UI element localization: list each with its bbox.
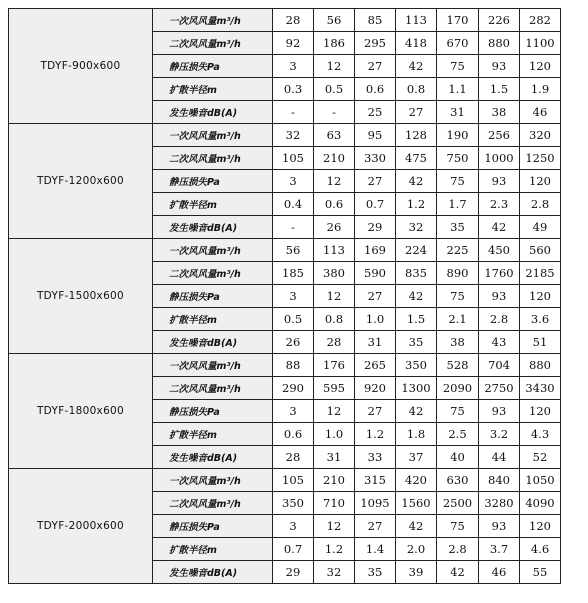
value-cell: 210	[314, 147, 355, 170]
value-cell: 26	[314, 216, 355, 239]
value-cell: -	[273, 101, 314, 124]
value-cell: 113	[396, 9, 437, 32]
value-cell: 51	[520, 331, 561, 354]
value-cell: 1.8	[396, 423, 437, 446]
value-cell: 590	[355, 262, 396, 285]
value-cell: 1.2	[396, 193, 437, 216]
value-cell: 2090	[437, 377, 479, 400]
parameter-label-cell: 一次风风量m³/h	[153, 9, 273, 32]
value-cell: 0.8	[314, 308, 355, 331]
value-cell: 0.7	[273, 538, 314, 561]
value-cell: 40	[437, 446, 479, 469]
value-cell: 39	[396, 561, 437, 584]
value-cell: 0.6	[273, 423, 314, 446]
value-cell: 1000	[479, 147, 520, 170]
value-cell: 595	[314, 377, 355, 400]
value-cell: 3	[273, 285, 314, 308]
value-cell: 43	[479, 331, 520, 354]
value-cell: 190	[437, 124, 479, 147]
value-cell: 330	[355, 147, 396, 170]
value-cell: 28	[273, 446, 314, 469]
value-cell: 120	[520, 285, 561, 308]
parameter-label-cell: 扩散半径m	[153, 308, 273, 331]
value-cell: 32	[273, 124, 314, 147]
value-cell: 120	[520, 400, 561, 423]
value-cell: 1.2	[355, 423, 396, 446]
value-cell: 0.6	[314, 193, 355, 216]
parameter-label-cell: 扩散半径m	[153, 193, 273, 216]
value-cell: 12	[314, 55, 355, 78]
value-cell: 420	[396, 469, 437, 492]
value-cell: 630	[437, 469, 479, 492]
value-cell: 49	[520, 216, 561, 239]
value-cell: -	[314, 101, 355, 124]
value-cell: 3	[273, 170, 314, 193]
value-cell: 46	[479, 561, 520, 584]
parameter-label-cell: 二次风风量m³/h	[153, 32, 273, 55]
spec-table	[8, 8, 561, 584]
value-cell: 3.7	[479, 538, 520, 561]
parameter-label-cell: 一次风风量m³/h	[153, 124, 273, 147]
value-cell: 113	[314, 239, 355, 262]
value-cell: 38	[437, 331, 479, 354]
value-cell: 27	[355, 170, 396, 193]
value-cell: 32	[396, 216, 437, 239]
value-cell: 29	[273, 561, 314, 584]
value-cell: 560	[520, 239, 561, 262]
value-cell: 105	[273, 469, 314, 492]
value-cell: 1560	[396, 492, 437, 515]
value-cell: 35	[396, 331, 437, 354]
value-cell: 0.7	[355, 193, 396, 216]
value-cell: 26	[273, 331, 314, 354]
value-cell: 35	[355, 561, 396, 584]
value-cell: 169	[355, 239, 396, 262]
value-cell: 1.5	[396, 308, 437, 331]
value-cell: 55	[520, 561, 561, 584]
spec-table-body	[9, 9, 561, 584]
value-cell: 1.7	[437, 193, 479, 216]
value-cell: 2500	[437, 492, 479, 515]
value-cell: 44	[479, 446, 520, 469]
value-cell: 4.6	[520, 538, 561, 561]
value-cell: 1.5	[479, 78, 520, 101]
value-cell: 75	[437, 55, 479, 78]
parameter-label-cell: 发生噪音dB(A)	[153, 216, 273, 239]
value-cell: 210	[314, 469, 355, 492]
value-cell: 27	[355, 515, 396, 538]
value-cell: 12	[314, 515, 355, 538]
value-cell: 29	[355, 216, 396, 239]
value-cell: 42	[396, 515, 437, 538]
value-cell: 42	[396, 55, 437, 78]
value-cell: 42	[396, 170, 437, 193]
value-cell: 27	[355, 285, 396, 308]
value-cell: 880	[479, 32, 520, 55]
value-cell: 835	[396, 262, 437, 285]
value-cell: 1.2	[314, 538, 355, 561]
value-cell: 63	[314, 124, 355, 147]
parameter-label-cell: 静压损失Pa	[153, 400, 273, 423]
value-cell: 42	[396, 285, 437, 308]
value-cell: 3	[273, 55, 314, 78]
value-cell: 128	[396, 124, 437, 147]
value-cell: 920	[355, 377, 396, 400]
value-cell: 105	[273, 147, 314, 170]
value-cell: 2750	[479, 377, 520, 400]
value-cell: 265	[355, 354, 396, 377]
value-cell: 3.2	[479, 423, 520, 446]
value-cell: 704	[479, 354, 520, 377]
value-cell: 750	[437, 147, 479, 170]
value-cell: 3280	[479, 492, 520, 515]
value-cell: 225	[437, 239, 479, 262]
value-cell: 670	[437, 32, 479, 55]
value-cell: 75	[437, 170, 479, 193]
value-cell: 85	[355, 9, 396, 32]
value-cell: 3	[273, 400, 314, 423]
value-cell: 93	[479, 55, 520, 78]
parameter-label-cell: 静压损失Pa	[153, 55, 273, 78]
value-cell: 27	[355, 400, 396, 423]
value-cell: 75	[437, 400, 479, 423]
value-cell: 320	[520, 124, 561, 147]
value-cell: 290	[273, 377, 314, 400]
value-cell: 224	[396, 239, 437, 262]
value-cell: 710	[314, 492, 355, 515]
value-cell: 88	[273, 354, 314, 377]
value-cell: 0.3	[273, 78, 314, 101]
value-cell: 890	[437, 262, 479, 285]
value-cell: 4.3	[520, 423, 561, 446]
value-cell: 1095	[355, 492, 396, 515]
model-name-cell: TDYF-2000x600	[9, 469, 153, 584]
model-name-cell: TDYF-1500x600	[9, 239, 153, 354]
value-cell: 0.5	[273, 308, 314, 331]
value-cell: 3.6	[520, 308, 561, 331]
parameter-label-cell: 扩散半径m	[153, 423, 273, 446]
value-cell: 42	[479, 216, 520, 239]
parameter-label-cell: 一次风风量m³/h	[153, 239, 273, 262]
model-name-cell: TDYF-1200x600	[9, 124, 153, 239]
value-cell: 42	[437, 561, 479, 584]
value-cell: 185	[273, 262, 314, 285]
model-name-cell: TDYF-900x600	[9, 9, 153, 124]
value-cell: 2.5	[437, 423, 479, 446]
value-cell: 0.6	[355, 78, 396, 101]
value-cell: 2.8	[437, 538, 479, 561]
parameter-label-cell: 扩散半径m	[153, 78, 273, 101]
value-cell: 35	[437, 216, 479, 239]
value-cell: 186	[314, 32, 355, 55]
value-cell: 1.9	[520, 78, 561, 101]
value-cell: 282	[520, 9, 561, 32]
value-cell: 2.1	[437, 308, 479, 331]
parameter-label-cell: 发生噪音dB(A)	[153, 561, 273, 584]
table-row	[9, 124, 561, 147]
value-cell: 295	[355, 32, 396, 55]
value-cell: 120	[520, 515, 561, 538]
parameter-label-cell: 二次风风量m³/h	[153, 492, 273, 515]
parameter-label-cell: 静压损失Pa	[153, 515, 273, 538]
value-cell: 56	[314, 9, 355, 32]
value-cell: 350	[273, 492, 314, 515]
value-cell: 1.0	[355, 308, 396, 331]
value-cell: 46	[520, 101, 561, 124]
parameter-label-cell: 二次风风量m³/h	[153, 262, 273, 285]
value-cell: 28	[314, 331, 355, 354]
table-row	[9, 354, 561, 377]
parameter-label-cell: 静压损失Pa	[153, 285, 273, 308]
value-cell: 256	[479, 124, 520, 147]
value-cell: 120	[520, 170, 561, 193]
value-cell: 226	[479, 9, 520, 32]
value-cell: 418	[396, 32, 437, 55]
value-cell: 0.5	[314, 78, 355, 101]
value-cell: 1050	[520, 469, 561, 492]
value-cell: 28	[273, 9, 314, 32]
value-cell: 1100	[520, 32, 561, 55]
parameter-label-cell: 发生噪音dB(A)	[153, 101, 273, 124]
parameter-label-cell: 扩散半径m	[153, 538, 273, 561]
value-cell: 27	[396, 101, 437, 124]
model-name-cell: TDYF-1800x600	[9, 354, 153, 469]
table-row	[9, 9, 561, 32]
parameter-label-cell: 静压损失Pa	[153, 170, 273, 193]
value-cell: 93	[479, 400, 520, 423]
value-cell: 1.4	[355, 538, 396, 561]
value-cell: 1760	[479, 262, 520, 285]
value-cell: 4090	[520, 492, 561, 515]
value-cell: 75	[437, 285, 479, 308]
value-cell: 1.0	[314, 423, 355, 446]
value-cell: 1300	[396, 377, 437, 400]
value-cell: 93	[479, 285, 520, 308]
value-cell: 12	[314, 170, 355, 193]
value-cell: 25	[355, 101, 396, 124]
value-cell: 3	[273, 515, 314, 538]
value-cell: 12	[314, 400, 355, 423]
value-cell: 93	[479, 170, 520, 193]
value-cell: 2.8	[479, 308, 520, 331]
value-cell: 475	[396, 147, 437, 170]
value-cell: 95	[355, 124, 396, 147]
value-cell: 2185	[520, 262, 561, 285]
value-cell: 176	[314, 354, 355, 377]
parameter-label-cell: 一次风风量m³/h	[153, 469, 273, 492]
value-cell: 120	[520, 55, 561, 78]
table-row	[9, 239, 561, 262]
parameter-label-cell: 一次风风量m³/h	[153, 354, 273, 377]
value-cell: 2.8	[520, 193, 561, 216]
value-cell: 75	[437, 515, 479, 538]
value-cell: 170	[437, 9, 479, 32]
value-cell: 93	[479, 515, 520, 538]
value-cell: 27	[355, 55, 396, 78]
value-cell: 350	[396, 354, 437, 377]
value-cell: 31	[314, 446, 355, 469]
value-cell: 32	[314, 561, 355, 584]
value-cell: 92	[273, 32, 314, 55]
value-cell: 1.1	[437, 78, 479, 101]
value-cell: 37	[396, 446, 437, 469]
value-cell: 38	[479, 101, 520, 124]
parameter-label-cell: 发生噪音dB(A)	[153, 331, 273, 354]
value-cell: 31	[355, 331, 396, 354]
parameter-label-cell: 二次风风量m³/h	[153, 147, 273, 170]
value-cell: 3430	[520, 377, 561, 400]
parameter-label-cell: 二次风风量m³/h	[153, 377, 273, 400]
value-cell: 1250	[520, 147, 561, 170]
value-cell: -	[273, 216, 314, 239]
value-cell: 315	[355, 469, 396, 492]
value-cell: 880	[520, 354, 561, 377]
table-row	[9, 469, 561, 492]
value-cell: 42	[396, 400, 437, 423]
value-cell: 528	[437, 354, 479, 377]
parameter-label-cell: 发生噪音dB(A)	[153, 446, 273, 469]
value-cell: 56	[273, 239, 314, 262]
value-cell: 450	[479, 239, 520, 262]
value-cell: 2.3	[479, 193, 520, 216]
spec-table-container	[8, 8, 561, 584]
value-cell: 2.0	[396, 538, 437, 561]
value-cell: 0.8	[396, 78, 437, 101]
value-cell: 31	[437, 101, 479, 124]
value-cell: 12	[314, 285, 355, 308]
value-cell: 52	[520, 446, 561, 469]
value-cell: 33	[355, 446, 396, 469]
value-cell: 380	[314, 262, 355, 285]
value-cell: 0.4	[273, 193, 314, 216]
value-cell: 840	[479, 469, 520, 492]
